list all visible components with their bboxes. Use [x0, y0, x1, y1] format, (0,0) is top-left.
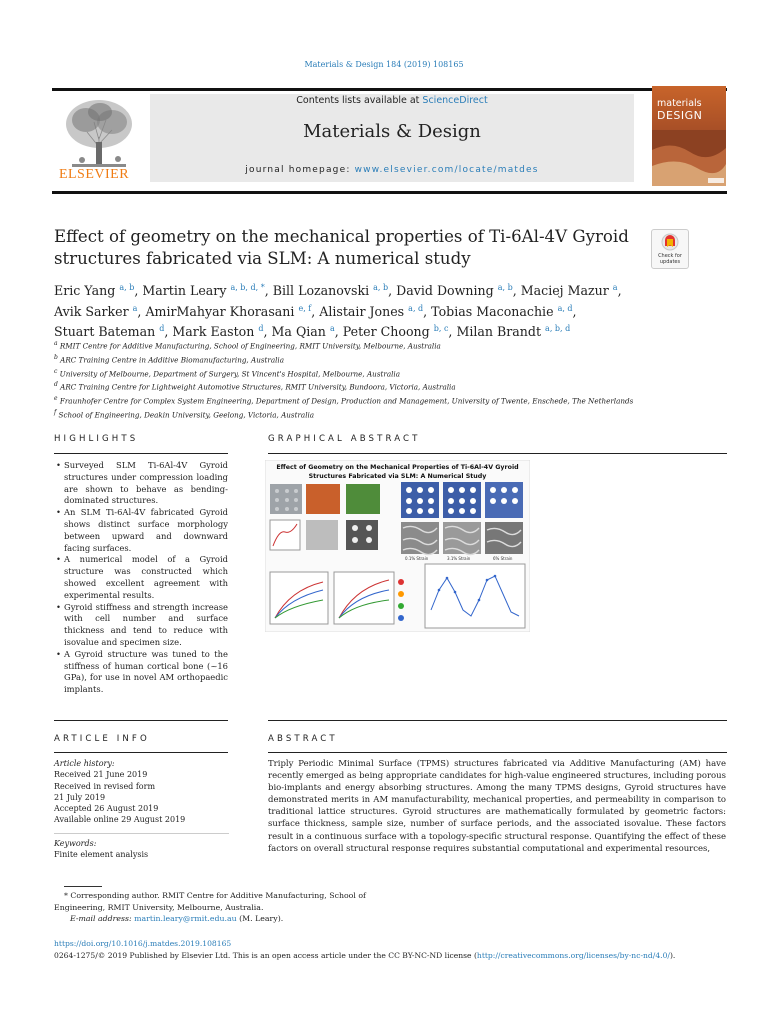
author-affiliation-marks[interactable]: d	[159, 324, 165, 334]
author[interactable]: Ma Qian	[271, 324, 326, 340]
license-prefix: 0264-1275/© 2019 Published by Elsevier Ltd. This is an open access article under the CC BY-NC-ND license (	[54, 950, 477, 960]
affiliation	[54, 366, 734, 380]
homepage-prefix: journal homepage:	[245, 165, 355, 175]
author-affiliation-marks[interactable]: a, b, d	[545, 324, 571, 334]
corresponding-note: * Corresponding author. RMIT Centre for Additive Manufacturing, School of Engineering, RMIT University, Melbourne, Australia.	[54, 891, 366, 912]
highlights-heading: HIGHLIGHTS	[54, 434, 139, 444]
email-label: E-mail address:	[70, 914, 135, 923]
journal-cover-art	[652, 130, 726, 186]
affiliation-text: ARC Training Centre in Additive Biomanufacturing, Australia	[60, 355, 285, 365]
author[interactable]: David Downing	[396, 283, 494, 299]
article-info-rule	[54, 752, 228, 753]
affiliation-text: University of Melbourne, Department of Surgery, St Vincent's Hospital, Melbourne, Australia	[59, 368, 400, 378]
highlights-rule	[54, 453, 228, 454]
abstract-heading: ABSTRACT	[268, 734, 338, 744]
check-updates-icon	[661, 233, 679, 253]
publication-info	[54, 938, 734, 962]
article-title: Effect of geometry on the mechanical properties of Ti-6Al-4V Gyroid structures fabricated via SLM: A numerical study	[54, 227, 629, 268]
article-history-label: Article history:	[54, 759, 115, 768]
author-affiliation-marks[interactable]: d	[258, 324, 264, 334]
history-entry: Available online 29 August 2019	[54, 815, 186, 825]
affiliation-mark: e	[54, 395, 58, 403]
article-info	[54, 758, 229, 860]
author-list: Eric Yang $^{a, b}$, Martin Leary $^{a, b, d, *}$, Bill Lozanovski $^{a, b}$, David Downing $^{a, b}$, Maciej Mazur $^a$, Avik Sarker $^a$, AmirMahyar Khorasani $^{e, f}$, Alistair Jones $^{a, d}$, Tobias Maconachie $^{a, d}$, Stuart Bateman $^d$, Mark Easton $^d$, Ma Qian $^a$, Peter Choong $^{b, c}$, Milan Brandt $^{a, b, d}$	[54, 283, 622, 340]
author[interactable]: Maciej Mazur	[520, 283, 609, 299]
footnote-rule	[64, 886, 102, 887]
author-affiliation-marks[interactable]: b, c	[433, 324, 449, 334]
affiliation-list	[54, 338, 734, 421]
author[interactable]: Stuart Bateman	[54, 324, 156, 340]
affiliation	[54, 407, 734, 421]
history-entry: 21 July 2019	[54, 792, 106, 802]
affiliation-text: ARC Training Centre for Lightweight Automotive Structures, RMIT University, Bundoora, Victoria, Australia	[60, 382, 456, 392]
highlight-item: • A Gyroid structure was tuned to the stiffness of human cortical bone (~16 GPa), for use in novel AM orthopaedic implants.	[56, 649, 228, 696]
abstract-rule	[268, 752, 727, 753]
strain-label: 0.1% Strain	[405, 556, 429, 561]
graphical-abstract-title: Effect of Geometry on the Mechanical Properties of Ti-6Al-4V Gyroid Structures Fabricated via SLM: A Numerical Study	[276, 464, 519, 480]
contents-line	[150, 95, 634, 106]
author[interactable]: AmirMahyar Khorasani	[145, 303, 295, 319]
article-info-heading: ARTICLE INFO	[54, 734, 150, 744]
highlight-item: • Gyroid stiffness and strength increase with cell number and surface thickness and tend to reduce with isovalue and specimen size.	[56, 602, 228, 649]
check-for-updates-button[interactable]	[651, 229, 689, 269]
cover-title-line1: materials	[657, 98, 702, 109]
affiliation-mark: c	[54, 367, 58, 375]
graphical-abstract-rule	[268, 453, 727, 454]
history-entry: Received 21 June 2019	[54, 770, 148, 780]
affiliation-text: School of Engineering, Deakin University, Geelong, Victoria, Australia	[58, 410, 315, 420]
affiliation	[54, 379, 734, 393]
author[interactable]: Martin Leary	[142, 283, 227, 299]
highlights-list	[56, 460, 228, 696]
author[interactable]: Mark Easton	[172, 324, 255, 340]
corresponding-author-footnote	[54, 890, 394, 925]
email-suffix: (M. Leary).	[236, 914, 284, 923]
license-link[interactable]: http://creativecommons.org/licenses/by-nc-nd/4.0/	[476, 950, 670, 960]
author-affiliation-marks[interactable]: a, b	[497, 283, 513, 292]
affiliation-mark: d	[54, 381, 58, 389]
author-affiliation-marks[interactable]: a	[612, 283, 618, 292]
affiliation	[54, 338, 734, 352]
check-updates-label: Check for updates	[658, 253, 682, 265]
article-info-divider	[54, 833, 229, 834]
affiliation-text: RMIT Centre for Additive Manufacturing, School of Engineering, RMIT University, Melbourne, Australia	[59, 341, 441, 351]
strain-label: 6% Strain	[493, 556, 513, 561]
journal-reference[interactable]: Materials & Design 184 (2019) 108165	[304, 60, 464, 69]
affiliation	[54, 393, 734, 407]
abstract-text: Triply Periodic Minimal Surface (TPMS) structures fabricated via Additive Manufacturing (AM) have recently emerged as being appropriate candidates for high-value engineered structures, including porous bio-implants and energy absorbing structures. Among the many TPMS designs, Gyroid structures have demonstrated merits in AM manufacturability, mechanical properties, and permeability in comparison to traditional lattice structures. Gyroid structures are mathematically formulated by geometric factors: surface thickness, sample size, number of surface periods, and the associated isovalue. These factors result in a continuous surface with a topology-specific structural response. Quantifying the effect of these factors on overall structural response requires substantial computational and experimental resources,	[268, 759, 726, 854]
affiliation-text: Fraunhofer Centre for Complex System Engineering, Department of Design, Production and Management, University of Twente, Enschede, The Netherlands	[59, 396, 634, 406]
publisher-wordmark: ELSEVIER	[58, 167, 130, 182]
affiliation-mark: f	[54, 408, 57, 416]
author[interactable]: Milan Brandt	[456, 324, 542, 340]
author[interactable]: Alistair Jones	[319, 303, 405, 319]
author-affiliation-marks[interactable]: a, b	[373, 283, 389, 292]
affiliation-mark: b	[54, 353, 58, 361]
author[interactable]: Avik Sarker	[54, 303, 129, 319]
affiliation-mark: a	[54, 340, 58, 347]
author-affiliation-marks[interactable]: a	[132, 303, 138, 313]
author[interactable]: Eric Yang	[54, 283, 116, 299]
author-affiliation-marks[interactable]: a, d	[557, 303, 573, 313]
license-suffix: ).	[669, 950, 676, 960]
history-entry: Accepted 26 August 2019	[54, 804, 159, 814]
author[interactable]: Tobias Maconachie	[431, 303, 554, 319]
abstract-top-rule	[268, 720, 727, 721]
sciencedirect-link[interactable]: ScienceDirect	[422, 95, 488, 106]
journal-homepage	[150, 165, 634, 175]
highlight-item: • An SLM Ti-6Al-4V fabricated Gyroid shows distinct surface morphology between upward and downward facing surfaces.	[56, 507, 228, 554]
author-affiliation-marks[interactable]: a, d	[408, 303, 424, 313]
author[interactable]: Peter Choong	[342, 324, 430, 340]
author-affiliation-marks[interactable]: a	[329, 324, 335, 334]
history-entry: Received in revised form	[54, 781, 156, 791]
contents-prefix: Contents lists available at	[296, 95, 423, 106]
affiliation	[54, 352, 734, 366]
keyword: Finite element analysis	[54, 850, 149, 860]
keywords-label: Keywords:	[54, 838, 97, 848]
author[interactable]: Bill Lozanovski	[272, 283, 370, 299]
author-affiliation-marks[interactable]: a, b	[119, 283, 135, 292]
cover-title-line2: DESIGN	[657, 109, 703, 122]
graphical-abstract-heading: GRAPHICAL ABSTRACT	[268, 434, 421, 444]
graphical-abstract-image[interactable]	[265, 460, 530, 632]
strain-label: 3.1% Strain	[447, 556, 471, 561]
email-link[interactable]: martin.leary@rmit.edu.au	[134, 914, 237, 923]
journal-title: Materials & Design	[303, 121, 481, 142]
author-affiliation-marks[interactable]: e, f	[298, 303, 312, 313]
doi-link[interactable]: https://doi.org/10.1016/j.matdes.2019.108165	[54, 939, 232, 948]
homepage-link[interactable]: www.elsevier.com/locate/matdes	[354, 165, 539, 175]
article-info-top-rule	[54, 720, 228, 721]
author-affiliation-marks[interactable]: a, b, d, *	[230, 283, 265, 292]
highlight-item: • Surveyed SLM Ti-6Al-4V Gyroid structures under compression loading are shown to behave as bending-dominated structures.	[56, 460, 228, 507]
highlight-item: • A numerical model of a Gyroid structure was constructed which showed excellent agreement with experimental results.	[56, 554, 228, 601]
